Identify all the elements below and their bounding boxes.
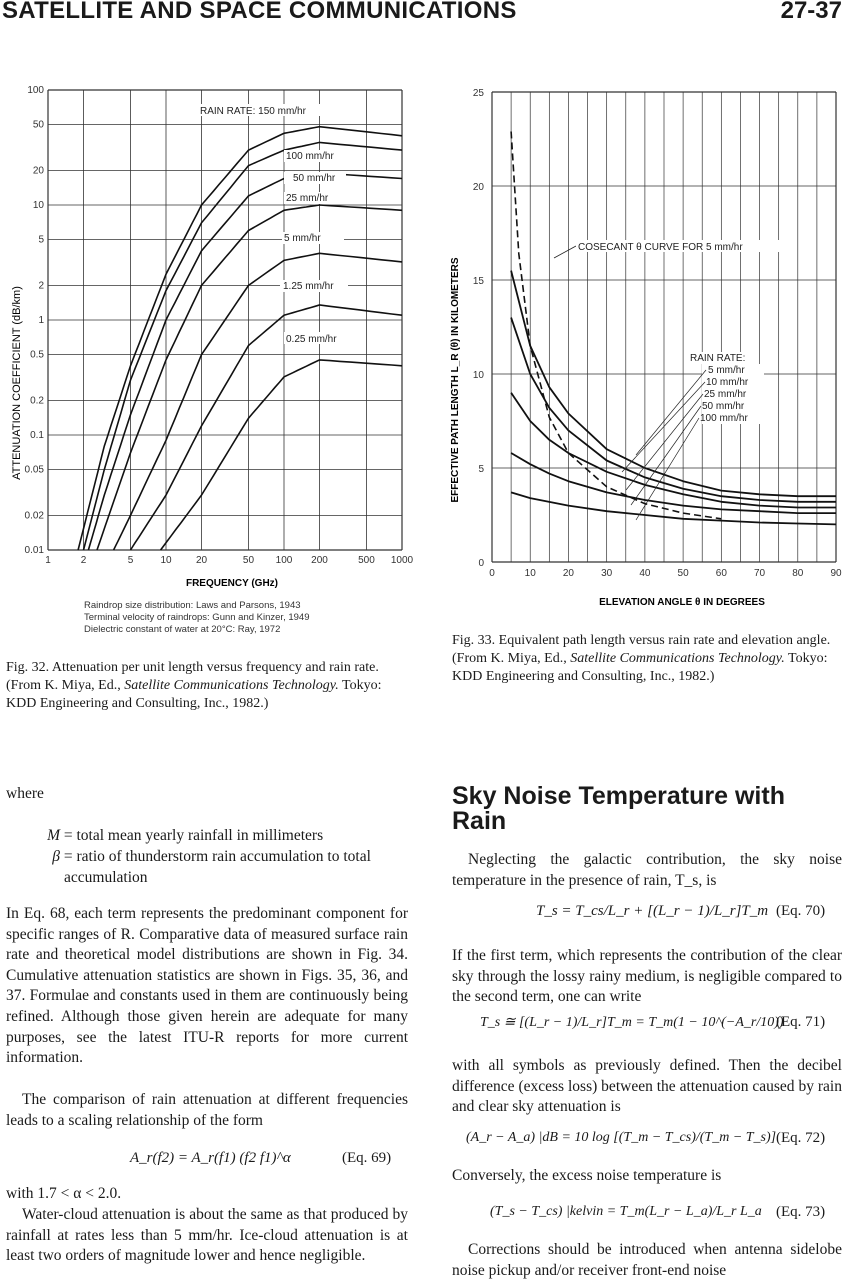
- page-number: 27-37: [780, 0, 842, 24]
- fig32-curves: [78, 127, 402, 550]
- fig32-ytick: 0.05: [24, 464, 44, 476]
- curve-label-100: 100 mm/hr: [286, 151, 334, 162]
- right-paragraph-4: Conversely, the excess noise temperature is: [452, 1167, 722, 1184]
- fig32-xlabel: FREQUENCY (GHz): [185, 578, 279, 589]
- equation-72: (A_r − A_a) |dB = 10 log [(T_m − T_cs)/(T_m − T_s)]: [466, 1130, 777, 1145]
- curve-label-0.25: 0.25 mm/hr: [286, 334, 337, 345]
- note: Terminal velocity of raindrops: Gunn and Kinzer, 1949: [84, 612, 310, 623]
- equation-69-number: (Eq. 69): [342, 1150, 392, 1166]
- right-paragraph-2: If the first term, which represents the contribution of the clear sky through the lossy rainy medium, is negligible compared to the second term, one can write: [452, 947, 842, 1006]
- fig33-grid: [492, 92, 836, 562]
- fig33-xtick: 20: [562, 568, 575, 579]
- fig32-xtick: 200: [311, 555, 328, 566]
- rain-rate-title: RAIN RATE:: [690, 353, 746, 364]
- fig32-ytick: 0.5: [30, 349, 44, 361]
- fig33-curves: [511, 132, 836, 525]
- rain-label-50: 50 mm/hr: [702, 401, 745, 412]
- fig33-ytick: 25: [472, 88, 484, 99]
- definition-beta: β = ratio of thunderstorm rain accumulation to total accumulation: [52, 848, 371, 886]
- section-title: SATELLITE AND SPACE COMMUNICATIONS: [2, 0, 517, 24]
- fig33-xlabel: ELEVATION ANGLE θ IN DEGREES: [599, 597, 765, 608]
- fig33-ytick: 10: [472, 370, 484, 381]
- rain-label-10: 10 mm/hr: [706, 377, 749, 388]
- fig33-ytick: 20: [472, 182, 484, 193]
- fig32-ytick: 0.02: [24, 510, 44, 522]
- fig32-xtick: 100: [275, 555, 293, 566]
- section-heading: Sky Noise Temperature with Rain: [452, 782, 785, 835]
- fig32-xtick: 50: [242, 555, 255, 566]
- equation-69: A_r(f2) = A_r(f1) (f2 f1)^α: [130, 1150, 291, 1166]
- left-column: [6, 784, 408, 805]
- equation-71: T_s ≅ [(L_r − 1)/L_r]T_m = T_m(1 − 10^(−A_r/10)): [480, 1015, 784, 1030]
- fig32-ytick: 0.2: [30, 395, 44, 407]
- fig32-ytick: 0.1: [30, 430, 44, 441]
- fig32-xtick: 20: [195, 555, 208, 566]
- fig32-ylabel: ATTENUATION COEFFICIENT (dB/km): [11, 286, 23, 480]
- fig33-series-line: [511, 492, 836, 524]
- cosecant-label: COSECANT θ CURVE FOR 5 mm/hr: [578, 242, 743, 253]
- curve-label-150: RAIN RATE: 150 mm/hr: [200, 106, 306, 117]
- fig32-ytick: 5: [38, 234, 44, 246]
- fig33-xtick: 30: [601, 568, 613, 579]
- fig33-xtick: 60: [715, 568, 727, 579]
- curve-label-1.25: 1.25 mm/hr: [283, 281, 334, 292]
- right-paragraph-5: Corrections should be introduced when antenna sidelobe noise pickup and/or receiver front-end noise: [452, 1241, 842, 1279]
- fig32-ytick: 2: [38, 280, 44, 292]
- fig33-chart: [426, 80, 846, 620]
- fig33-ylabel: EFFECTIVE PATH LENGTH L_R (θ) IN KILOMETERS: [450, 257, 461, 503]
- equation-70: T_s = T_cs/L_r + [(L_r − 1)/L_r]T_m: [536, 903, 769, 919]
- fig33-caption: Fig. 33. Equivalent path length versus rain rate and elevation angle. (From K. Miya, Ed., Satellite Communications Technology. Tokyo: KDD Engineering and Consulting, Inc., 1982.): [452, 633, 831, 684]
- fig33-xtick: 80: [792, 568, 804, 579]
- fig32-xtick: 2: [80, 555, 87, 566]
- right-paragraph-3: with all symbols as previously defined. Then the decibel difference (excess loss) between the attenuation caused by rain and clear sky attenuation is: [452, 1057, 842, 1116]
- left-paragraph-2: The comparison of rain attenuation at different frequencies leads to a scaling relationship of the form: [6, 1091, 408, 1129]
- fig32-notes: [84, 600, 414, 636]
- fig33-xtick: 90: [830, 568, 842, 579]
- fig32-ytick: 10: [32, 200, 44, 211]
- fig32-xtick: 500: [358, 555, 375, 566]
- fig32-xtick: 1000: [390, 555, 414, 566]
- fig33-ytick: 0: [478, 558, 484, 569]
- equation-72-number: (Eq. 72): [776, 1130, 826, 1146]
- equation-73: (T_s − T_cs) |kelvin = T_m(L_r − L_a)/L_r L_a: [490, 1204, 762, 1219]
- fig32-series-line: [88, 173, 402, 550]
- fig33-ytick: 15: [472, 276, 484, 287]
- rain-label-100: 100 mm/hr: [700, 413, 748, 424]
- fig32-xtick: 10: [160, 555, 172, 566]
- definition-m: M = total mean yearly rainfall in millimeters: [47, 827, 324, 844]
- fig33-ytick: 5: [478, 464, 484, 475]
- equation-71-number: (Eq. 71): [776, 1014, 826, 1030]
- equation-73-number: (Eq. 73): [776, 1204, 826, 1220]
- fig32-ytick: 20: [32, 165, 44, 177]
- running-header: [0, 0, 846, 30]
- fig33-xtick: 0: [489, 568, 495, 579]
- fig33-xtick: 50: [677, 568, 689, 579]
- fig33-series-line: [511, 393, 836, 508]
- fig33-xtick: 10: [524, 568, 536, 579]
- fig33-xtick: 70: [753, 568, 766, 579]
- left-with-text: with 1.7 < α < 2.0.: [6, 1185, 122, 1202]
- rain-label-25: 25 mm/hr: [704, 389, 747, 400]
- fig32-series-line: [161, 360, 402, 550]
- fig33-series-line: [511, 271, 836, 497]
- fig32-ytick: 100: [27, 85, 44, 96]
- curve-label-25: 25 mm/hr: [286, 193, 329, 204]
- fig32-ytick: 1: [38, 315, 44, 326]
- curve-label-5: 5 mm/hr: [284, 233, 321, 244]
- where-text: where: [6, 785, 44, 802]
- left-paragraph-3: Water-cloud attenuation is about the same as that produced by rainfall at rates less than 5 mm/hr. Ice-cloud attenuation is at least two orders of magnitude lower and hence negligible.: [6, 1206, 408, 1265]
- fig32-caption: Fig. 32. Attenuation per unit length versus frequency and rain rate. (From K. Miya, Ed., Satellite Communications Technology. Tokyo: KDD Engineering and Consulting, Inc., 1982.): [6, 660, 382, 711]
- right-paragraph-1: Neglecting the galactic contribution, the sky noise temperature in the presence of rain, T_s, is: [452, 851, 842, 889]
- left-paragraph-1: In Eq. 68, each term represents the predominant component for specific ranges of R. Comparative data of measured surface rain rate and theoretical model distributions are shown in Fig. 34. Cumulative attenuation statistics are shown in Figs. 35, 36, and 37. Formulae and constants used in them are continuously being refined. Although those given herein are adequate for many purposes, see the latest ITU-R reports for more current information.: [6, 905, 408, 1067]
- fig33-cosecant-line: [511, 132, 721, 519]
- fig32-ytick: 50: [32, 119, 44, 131]
- equation-70-number: (Eq. 70): [776, 903, 826, 919]
- note: Raindrop size distribution: Laws and Parsons, 1943: [84, 600, 301, 611]
- fig32-ytick: 0.01: [24, 545, 44, 556]
- fig33-xtick: 40: [639, 568, 651, 579]
- rain-label-5: 5 mm/hr: [708, 365, 745, 376]
- fig32-xtick: 5: [127, 555, 134, 566]
- note: Dielectric constant of water at 20°C: Ray, 1972: [84, 624, 281, 635]
- curve-label-50: 50 mm/hr: [293, 173, 336, 184]
- fig32-ticks: [25, 85, 414, 566]
- fig32-xtick: 1: [45, 555, 51, 566]
- fig32-series-line: [78, 127, 402, 550]
- fig32-chart: [0, 80, 420, 600]
